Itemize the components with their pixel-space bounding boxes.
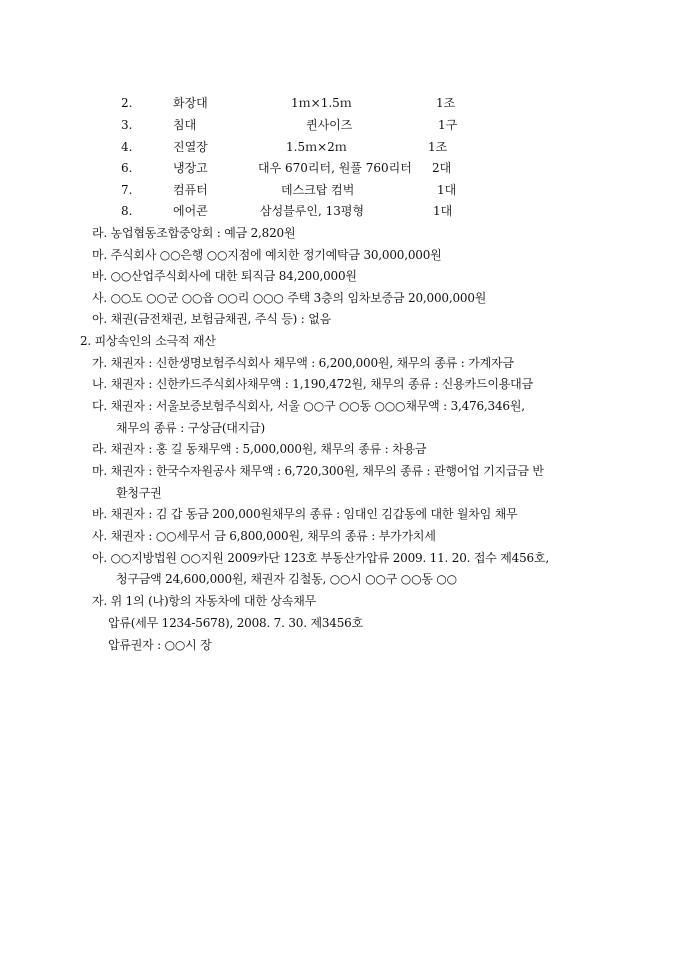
asset-item: 바. ○○산업주식회사에 대한 퇴직금 84,200,000원 xyxy=(92,269,357,283)
row-item: 컴퓨터 xyxy=(173,183,208,197)
debt-item-continuation: 압류(세무 1234-5678), 2008. 7. 30. 제3456호 xyxy=(108,616,363,630)
row-spec: 1.5ｍ×2ｍ xyxy=(286,140,347,154)
row-item: 에어콘 xyxy=(173,204,208,218)
row-qty: 1구 xyxy=(438,118,458,132)
debt-item-continuation: 채무의 종류 : 구상금(대지급) xyxy=(116,421,265,435)
row-qty: 1대 xyxy=(437,183,457,197)
row-spec: 대우 670리터, 원풀 760리터 xyxy=(258,161,412,175)
row-spec: 데스크탑 컴벅 xyxy=(281,183,355,197)
debt-item: 아. ○○지방법원 ○○지원 2009카단 123호 부동산가압류 2009. 11. 20. 접수 제456호, xyxy=(92,551,549,565)
debt-item: 나. 채권자 : 신한카드주식회사채무액 : 1,190,472원, 채무의 종류 : 신용카드이용대금 xyxy=(92,377,533,391)
table-row xyxy=(0,117,680,133)
row-qty: 1조 xyxy=(428,140,448,154)
debt-item: 가. 채권자 : 신한생명보험주식회사 채무액 : 6,200,000원, 채무의 종류 : 가계자금 xyxy=(92,356,514,370)
table-row xyxy=(0,95,680,111)
asset-item: 사. ○○도 ○○군 ○○읍 ○○리 ○○○ 주택 3층의 임차보증금 20,000,000원 xyxy=(92,291,487,305)
row-spec: 퀸사이즈 xyxy=(306,118,353,132)
row-item: 침대 xyxy=(173,118,197,132)
row-item: 화장대 xyxy=(173,96,208,110)
section-heading: 2. 피상속인의 소극적 재산 xyxy=(80,334,216,348)
table-row xyxy=(0,160,680,176)
row-number: 3. xyxy=(121,118,133,132)
table-row xyxy=(0,139,680,155)
row-qty: 1조 xyxy=(436,96,456,110)
row-item: 냉장고 xyxy=(173,161,208,175)
table-row xyxy=(0,203,680,219)
debt-item-continuation: 압류권자 : ○○시 장 xyxy=(108,638,212,652)
row-qty: 2대 xyxy=(432,161,452,175)
debt-item: 마. 채권자 : 한국수자원공사 채무액 : 6,720,300원, 채무의 종류 : 관행어업 기지급금 반 xyxy=(92,464,544,478)
debt-item: 바. 채권자 : 김 갑 동금 200,000원채무의 종류 : 임대인 김갑동에 대한 월차임 채무 xyxy=(92,507,518,521)
row-qty: 1대 xyxy=(433,204,453,218)
debt-item: 사. 채권자 : ○○세무서 금 6,800,000원, 채무의 종류 : 부가가치세 xyxy=(92,529,436,543)
asset-item: 라. 농업협동조합중앙회 : 예금 2,820원 xyxy=(92,226,296,240)
debt-item: 자. 위 1의 (나)항의 자동차에 대한 상속채무 xyxy=(92,594,316,608)
row-spec: 1ｍ×1.5ｍ xyxy=(291,96,352,110)
table-row xyxy=(0,182,680,198)
row-number: 2. xyxy=(121,96,133,110)
asset-item: 마. 주식회사 ○○은행 ○○지점에 예치한 정기예탁금 30,000,000원 xyxy=(92,248,442,262)
row-item: 진열장 xyxy=(173,140,208,154)
row-number: 7. xyxy=(121,183,133,197)
row-number: 8. xyxy=(121,204,133,218)
row-number: 4. xyxy=(121,140,133,154)
debt-item: 라. 채권자 : 홍 길 동채무액 : 5,000,000원, 채무의 종류 : 차용금 xyxy=(92,442,427,456)
row-spec: 삼성블루인, 13평형 xyxy=(260,204,365,218)
debt-item-continuation: 청구금액 24,600,000원, 채권자 김철동, ○○시 ○○구 ○○동 ○○ xyxy=(116,572,457,586)
debt-item: 다. 채권자 : 서울보증보험주식회사, 서울 ○○구 ○○동 ○○○채무액 : 3,476,346원, xyxy=(92,399,525,413)
asset-item: 아. 채권(금전채권, 보험금채권, 주식 등) : 없음 xyxy=(92,312,332,326)
row-number: 6. xyxy=(121,161,133,175)
debt-item-continuation: 환청구권 xyxy=(116,486,162,500)
